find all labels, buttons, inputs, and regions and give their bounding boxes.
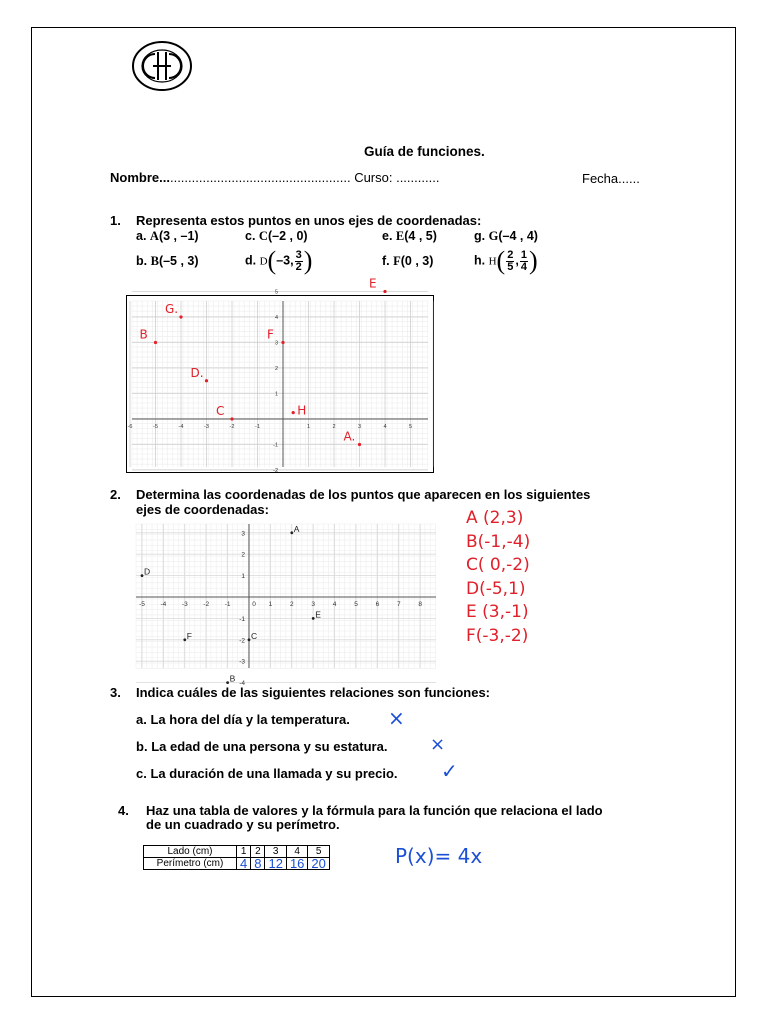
q1-coordinate-grid — [126, 276, 434, 474]
q1-point-d: d. D(–3, $\frac{3}{2}$ ) — [245, 246, 313, 275]
q2-x-tick-label: 7 — [396, 601, 401, 608]
q2-x-tick-label: -5 — [139, 601, 145, 608]
q1-y-tick-label: 4 — [274, 315, 278, 321]
q2-coordinate-grid — [134, 522, 438, 688]
table-cell: 2 — [251, 846, 265, 858]
q2-x-tick-label: -3 — [181, 601, 188, 608]
q2-x-tick-label: 4 — [332, 601, 337, 608]
table-cell: 5 — [308, 846, 329, 858]
q2-point-label: E — [315, 609, 321, 620]
q1-x-tick-label: 5 — [408, 424, 413, 430]
q2-answer: E (3,-1) — [466, 602, 529, 622]
table-cell: 8 — [251, 858, 265, 870]
q2-text-line2: ejes de coordenadas: — [136, 502, 269, 517]
q2-answer: C( 0,-2) — [466, 555, 530, 575]
q2-x-tick-label: 6 — [375, 601, 380, 608]
q2-y-tick-label: 1 — [241, 573, 245, 581]
row-label-lado: Lado (cm) — [144, 846, 237, 858]
q4-values-table — [143, 845, 330, 870]
q1-plotted-point — [281, 341, 284, 344]
school-logo — [131, 40, 193, 92]
q2-y-tick-label: -3 — [239, 658, 245, 666]
q1-point-label: E — [369, 276, 377, 291]
q2-point-label: F — [186, 630, 193, 641]
q2-point — [290, 531, 293, 534]
q2-y-tick-label: 3 — [241, 530, 245, 538]
q2-x-tick-label: 5 — [354, 601, 358, 608]
q2-y-tick-label: 2 — [241, 551, 245, 559]
q1-x-tick-label: -2 — [229, 424, 235, 430]
q2-y-tick-label: -4 — [239, 680, 245, 688]
q2-answer: F(-3,-2) — [466, 625, 529, 646]
q1-point-f: f. F(0 , 3) — [382, 254, 434, 268]
q1-plotted-point — [292, 411, 295, 414]
fecha-label: Fecha...... — [582, 171, 640, 186]
q1-x-tick-label: -4 — [178, 424, 184, 430]
q2-point — [312, 617, 315, 620]
q1-plotted-point — [230, 417, 233, 420]
q2-point — [183, 638, 186, 641]
q1-y-tick-label: 3 — [274, 340, 278, 347]
q2-y-tick-label: -2 — [239, 637, 245, 645]
q4-text-line2: de un cuadrado y su perímetro. — [146, 817, 340, 832]
q1-x-tick-label: -3 — [204, 424, 209, 430]
q3-number: 3. — [110, 685, 121, 700]
q2-point — [141, 574, 144, 577]
header-line — [110, 170, 439, 185]
q2-point — [248, 638, 251, 641]
q1-y-tick-label: -1 — [273, 442, 278, 449]
q2-point — [226, 681, 229, 684]
q1-point-label: F — [267, 327, 274, 342]
table-cell: 12 — [265, 858, 286, 870]
q3-text: Indica cuáles de las siguientes relaciones son funciones: — [136, 685, 491, 700]
table-cell: 16 — [286, 858, 307, 870]
q2-point-label: C — [251, 630, 258, 641]
q4-number: 4. — [118, 803, 129, 818]
page-title: Guía de funciones. — [364, 144, 485, 159]
table-cell: 4 — [237, 858, 251, 870]
q1-point-label: G. — [165, 302, 179, 316]
q1-x-tick-label: 1 — [306, 424, 311, 430]
q1-plotted-point — [358, 443, 361, 446]
q3-item-c: c. La duración de una llamada y su precio. — [136, 766, 398, 781]
table-cell: 4 — [286, 846, 307, 858]
q2-x-tick-label: 0 — [252, 601, 256, 608]
q1-x-tick-label: 4 — [383, 424, 387, 430]
q3-mark-a: × — [388, 706, 405, 730]
q2-y-tick-label: -1 — [239, 615, 245, 623]
q2-x-tick-label: 8 — [418, 601, 423, 608]
q1-point-a: a. A(3 , –1) — [136, 229, 199, 243]
q1-text: Representa estos puntos en unos ejes de coordenadas: — [136, 213, 482, 228]
table-row — [144, 858, 330, 870]
q1-point-label: D. — [190, 365, 204, 380]
q1-x-tick-label: 3 — [357, 424, 362, 430]
q2-point-label: A — [293, 523, 300, 534]
q2-text-line1: Determina las coordenadas de los puntos que aparecen en los siguientes — [136, 487, 591, 502]
q1-y-tick-label: 5 — [274, 289, 278, 296]
q2-x-tick-label: 3 — [311, 601, 316, 608]
q1-y-tick-label: 1 — [274, 391, 278, 398]
q1-point-label: A. — [343, 429, 356, 444]
q3-item-a: a. La hora del día y la temperatura. — [136, 712, 350, 727]
table-cell: 20 — [308, 858, 329, 870]
q2-x-tick-label: 1 — [268, 601, 273, 608]
q2-answer: D(-5,1) — [466, 578, 526, 599]
q1-plotted-point — [383, 290, 386, 293]
row-label-perimetro: Perímetro (cm) — [144, 858, 237, 870]
q1-number: 1. — [110, 213, 121, 228]
q1-point-e: e. E(4 , 5) — [382, 229, 437, 243]
nombre-label: Nombre... — [110, 170, 170, 185]
q1-point-g: g. G(–4 , 4) — [474, 229, 538, 243]
q2-x-tick-label: -1 — [224, 601, 231, 608]
q1-x-tick-label: -1 — [255, 424, 260, 430]
q1-y-tick-label: -2 — [273, 468, 278, 474]
q2-answer: B(-1,-4) — [466, 531, 531, 552]
q1-x-tick-label: -6 — [127, 424, 133, 430]
q3-mark-c: ✓ — [441, 759, 458, 783]
q1-point-c: c. C(–2 , 0) — [245, 229, 308, 243]
q1-plotted-point — [154, 341, 157, 344]
table-cell: 3 — [265, 846, 286, 858]
nombre-dots: .................................................. — [169, 170, 351, 185]
q4-formula: P(x)= 4x — [395, 844, 483, 868]
q1-point-label: H — [297, 403, 307, 418]
q2-answer: A (2,3) — [466, 508, 524, 528]
q2-x-tick-label: 2 — [289, 601, 294, 608]
q1-x-tick-label: 2 — [332, 424, 336, 430]
q2-point-label: B — [229, 673, 236, 684]
q1-point-h: h. H( $\frac{2}{5}$ , $\frac{1}{4}$ ) — [474, 246, 538, 275]
q1-point-b: b. B(–5 , 3) — [136, 254, 199, 268]
q1-plotted-point — [205, 379, 208, 382]
q1-point-label: C — [216, 404, 225, 418]
q1-y-tick-label: 2 — [274, 366, 278, 372]
table-cell: 1 — [237, 846, 251, 858]
q2-number: 2. — [110, 487, 121, 502]
q4-text-line1: Haz una tabla de valores y la fórmula para la función que relaciona el lado — [146, 803, 603, 818]
curso-label: Curso: ............ — [354, 170, 440, 185]
q2-point-label: D — [144, 566, 151, 577]
q1-x-tick-label: -5 — [153, 424, 158, 430]
q1-plotted-point — [179, 315, 182, 318]
q2-x-tick-label: -4 — [160, 601, 167, 608]
q1-point-label: B — [139, 327, 148, 342]
q3-mark-b: × — [430, 734, 446, 755]
q2-x-tick-label: -2 — [203, 601, 210, 608]
q3-item-b: b. La edad de una persona y su estatura. — [136, 739, 388, 754]
